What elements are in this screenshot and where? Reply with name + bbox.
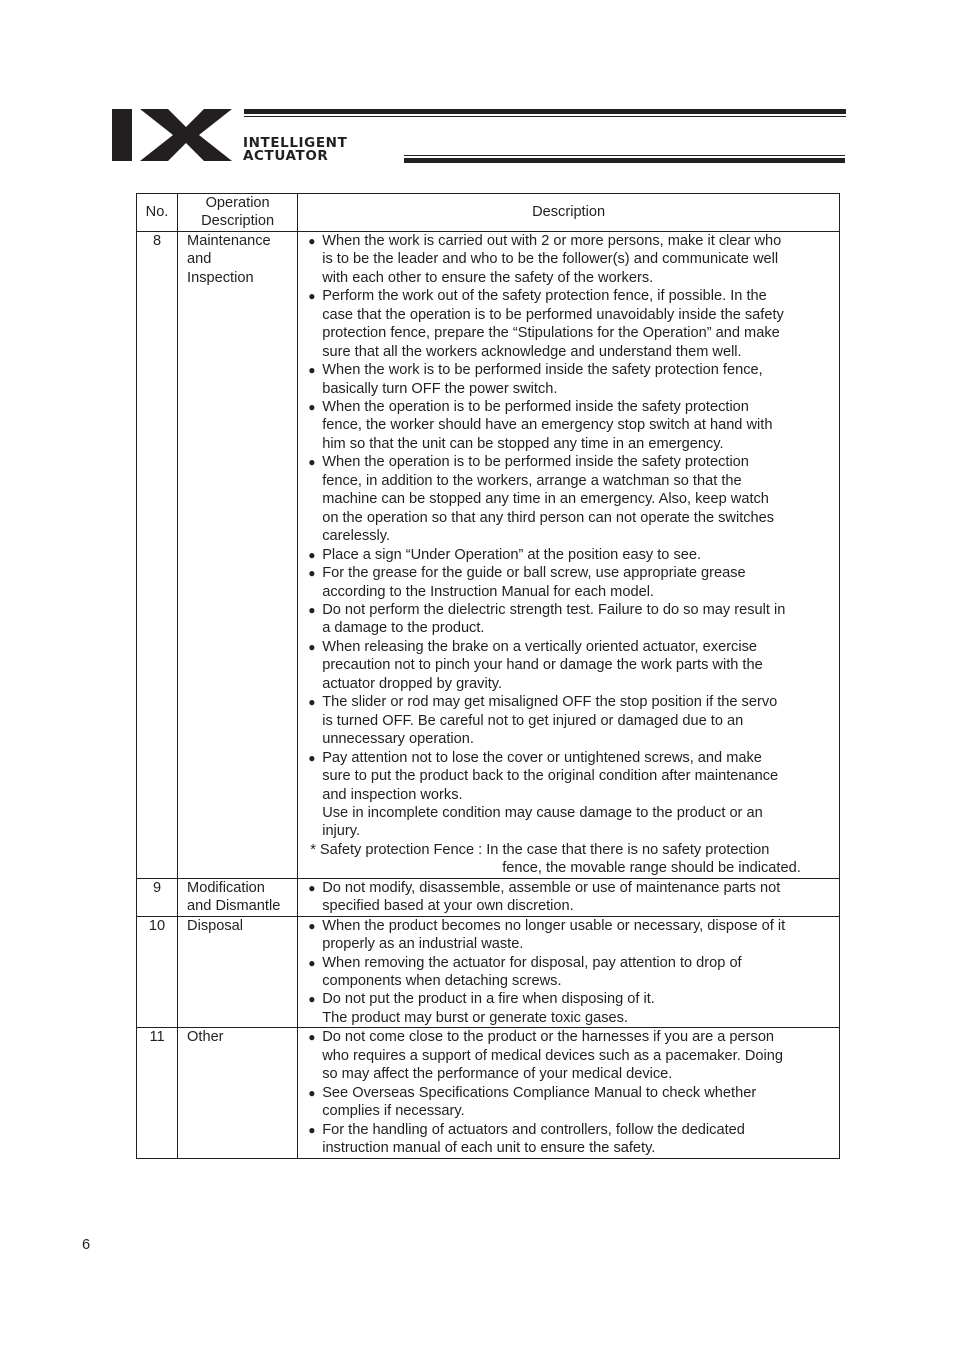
continuation-line: The product may burst or generate toxic gases. bbox=[322, 1009, 629, 1026]
footnote-line-1: * Safety protection Fence : In the case that there is no safety protection bbox=[310, 841, 770, 858]
continuation-line: fence, in addition to the workers, arrange a watchman so that the bbox=[322, 472, 742, 489]
bullet-line: ● When the operation is to be performed inside the safety protection bbox=[308, 453, 835, 471]
table-row bbox=[137, 878, 840, 916]
operation-cell bbox=[178, 878, 298, 916]
safety-table bbox=[136, 193, 840, 1159]
operation-line: and bbox=[187, 251, 212, 268]
row-number: 11 bbox=[137, 1028, 178, 1158]
bullet-line: ● For the handling of actuators and controllers, follow the dedicated bbox=[308, 1121, 835, 1139]
continuation-line: components when detaching screws. bbox=[322, 973, 562, 990]
brand-line-1: INTELLIGENT bbox=[243, 135, 348, 151]
continuation-line: carelessly. bbox=[322, 528, 391, 545]
continuation-line: unnecessary operation. bbox=[322, 731, 474, 748]
bullet-line: ● Do not put the product in a fire when disposing of it. bbox=[308, 990, 835, 1008]
operation-cell bbox=[178, 231, 298, 878]
bullet-line: ● When the work is carried out with 2 or more persons, make it clear who bbox=[308, 232, 835, 250]
continuation-line: so may affect the performance of your medical device. bbox=[322, 1066, 673, 1083]
operation-line: Maintenance bbox=[187, 232, 271, 249]
continuation-line: is turned OFF. Be careful not to get injured or damaged due to an bbox=[322, 712, 744, 729]
bullet-line: ● Place a sign “Under Operation” at the position easy to see. bbox=[308, 546, 835, 564]
continuation-line: actuator dropped by gravity. bbox=[322, 675, 503, 692]
header-operation bbox=[178, 194, 298, 232]
bullet-line: ● Pay attention not to lose the cover or untightened screws, and make bbox=[308, 749, 835, 767]
header-operation-line-1: Operation bbox=[205, 195, 270, 211]
continuation-line: precaution not to pinch your hand or damage the work parts with the bbox=[322, 657, 763, 674]
page-number: 6 bbox=[82, 1237, 91, 1253]
continuation-line: him so that the unit can be stopped any time in an emergency. bbox=[322, 435, 724, 452]
header-operation-line-2: Description bbox=[201, 213, 275, 230]
bullet-line: ● For the grease for the guide or ball screw, use appropriate grease bbox=[308, 564, 835, 582]
bullet-line: ● Do not modify, disassemble, assemble or use of maintenance parts not bbox=[308, 879, 835, 897]
operation-line: Other bbox=[187, 1029, 224, 1046]
continuation-line: according to the Instruction Manual for each model. bbox=[322, 583, 654, 600]
bullet-line: ● When the work is to be performed inside the safety protection fence, bbox=[308, 361, 835, 379]
continuation-line: machine can be stopped any time in an emergency. Also, keep watch bbox=[322, 491, 769, 508]
continuation-line: fence, the worker should have an emergency stop switch at hand with bbox=[322, 417, 773, 434]
continuation-line: who requires a support of medical devices such as a pacemaker. Doing bbox=[322, 1047, 783, 1064]
operation-line: Inspection bbox=[187, 269, 254, 286]
bullet-line: ● Perform the work out of the safety protection fence, if possible. In the bbox=[308, 287, 835, 305]
continuation-line: injury. bbox=[322, 823, 361, 840]
brand-rule-thick bbox=[404, 158, 845, 163]
table-body bbox=[137, 231, 840, 1158]
continuation-line: specified based at your own discretion. bbox=[322, 898, 574, 915]
operation-cell bbox=[178, 916, 298, 1028]
continuation-line: case that the operation is to be performed unavoidably inside the safety bbox=[322, 306, 784, 323]
continuation-line: properly as an industrial waste. bbox=[322, 936, 524, 953]
brand-rule-thin bbox=[404, 155, 845, 156]
continuation-line: and inspection works. bbox=[322, 786, 463, 803]
bullet-line: ● When removing the actuator for disposal, pay attention to drop of bbox=[308, 954, 835, 972]
table-row bbox=[137, 916, 840, 1028]
table-row bbox=[137, 231, 840, 878]
description-cell bbox=[298, 878, 840, 916]
continuation-line: complies if necessary. bbox=[322, 1103, 465, 1120]
bullet-line: ● When the product becomes no longer usable or necessary, dispose of it bbox=[308, 917, 835, 935]
continuation-line: on the operation so that any third person can not operate the switches bbox=[322, 509, 775, 526]
bullet-line: ● When releasing the brake on a vertically oriented actuator, exercise bbox=[308, 638, 835, 656]
row-number: 8 bbox=[137, 231, 178, 878]
description-cell bbox=[298, 1028, 840, 1158]
table-header-row bbox=[137, 194, 840, 232]
continuation-line: sure that all the workers acknowledge and understand them well. bbox=[322, 343, 742, 360]
header-rule-thick bbox=[244, 109, 846, 114]
bullet-line: ● See Overseas Specifications Compliance Manual to check whether bbox=[308, 1084, 835, 1102]
brand-name bbox=[243, 137, 418, 162]
row-number: 9 bbox=[137, 878, 178, 916]
bullet-line: ● When the operation is to be performed inside the safety protection bbox=[308, 398, 835, 416]
operation-line: Disposal bbox=[187, 917, 244, 934]
continuation-line: is to be the leader and who to be the follower(s) and communicate well bbox=[322, 251, 779, 268]
header-description: Description bbox=[298, 194, 840, 232]
continuation-line: protection fence, prepare the “Stipulations for the Operation” and make bbox=[322, 325, 780, 342]
header-no: No. bbox=[137, 194, 178, 232]
ix-logo bbox=[112, 109, 232, 161]
footnote-line-2: fence, the movable range should be indicated. bbox=[502, 860, 801, 877]
continuation-line: instruction manual of each unit to ensure the safety. bbox=[322, 1140, 656, 1157]
continuation-line: Use in incomplete condition may cause damage to the product or an bbox=[322, 804, 763, 821]
bullet-line: ● Do not come close to the product or the harnesses if you are a person bbox=[308, 1028, 835, 1046]
continuation-line: sure to put the product back to the original condition after maintenance bbox=[322, 768, 779, 785]
bullet-line: ● Do not perform the dielectric strength test. Failure to do so may result in bbox=[308, 601, 835, 619]
description-cell bbox=[298, 916, 840, 1028]
operation-cell bbox=[178, 1028, 298, 1158]
brand-line-2: ACTUATOR bbox=[243, 147, 329, 164]
table-row bbox=[137, 1028, 840, 1158]
continuation-line: basically turn OFF the power switch. bbox=[322, 380, 558, 397]
header-rule-thin bbox=[244, 116, 846, 117]
operation-line: and Dismantle bbox=[187, 898, 281, 915]
continuation-line: a damage to the product. bbox=[322, 620, 485, 637]
continuation-line: with each other to ensure the safety of the workers. bbox=[322, 269, 654, 286]
operation-line: Modification bbox=[187, 879, 265, 896]
row-number: 10 bbox=[137, 916, 178, 1028]
description-cell bbox=[298, 231, 840, 878]
bullet-line: ● The slider or rod may get misaligned OFF the stop position if the servo bbox=[308, 693, 835, 711]
